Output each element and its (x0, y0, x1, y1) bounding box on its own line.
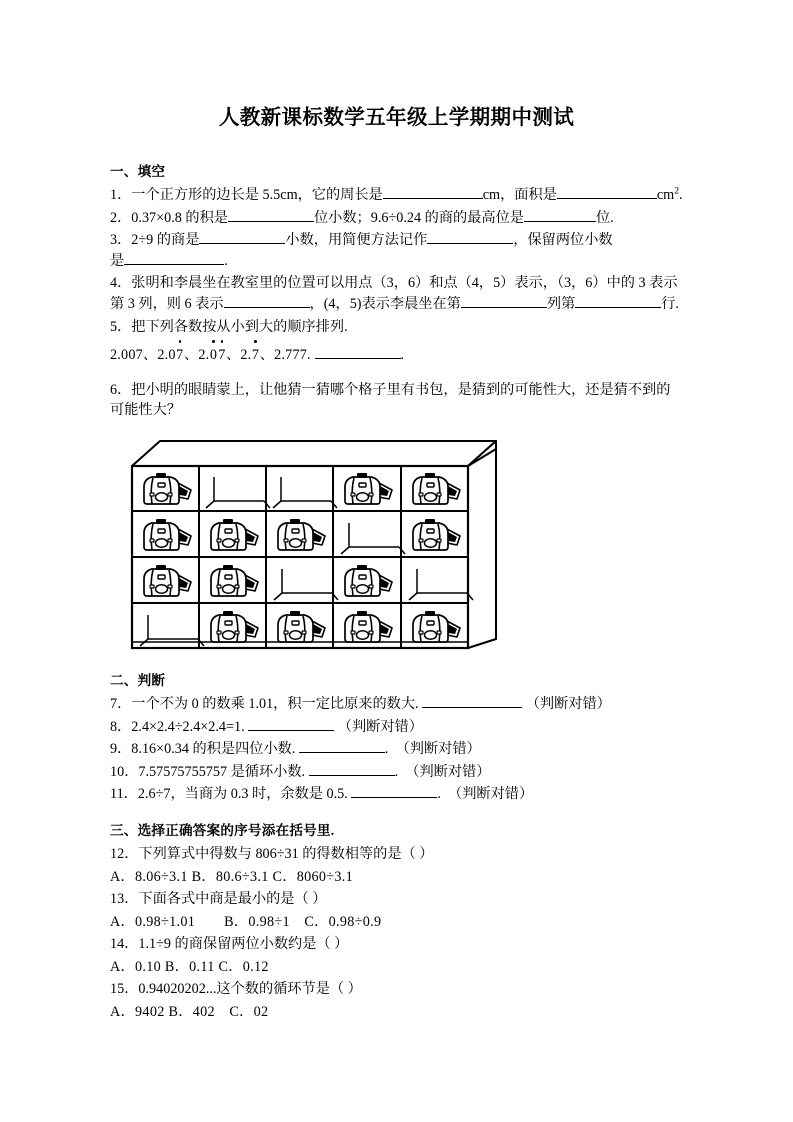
q5-sep-4: 、 (259, 347, 275, 364)
question-3-text-part1: 2÷9 的商是 (131, 232, 200, 249)
question-2-blank-1[interactable] (228, 221, 314, 222)
question-8-text: 2.4×2.4÷2.4×2.4=1. (131, 718, 245, 735)
question-4-text-line2b: ，(4，5)表示李晨坐在第 (309, 295, 461, 312)
section-heading-true-false: 二、判断 (110, 672, 166, 688)
question-11-period: . (437, 786, 441, 803)
question-6-text-line2: 可能性大？ (110, 402, 181, 419)
question-11-blank[interactable] (351, 797, 437, 798)
question-6-line-2 (110, 400, 698, 421)
question-9-blank[interactable] (299, 752, 385, 753)
question-8-blank[interactable] (248, 730, 334, 731)
question-3-text-part2: 小数，用简便方法记作 (285, 232, 428, 249)
bookshelf-illustration (124, 433, 504, 655)
question-12-number: 12． (110, 845, 139, 862)
question-4-text-line1: 张明和李晨坐在教室里的位置可以用点（3，6）和点（4，5）表示，（3，6）中的 3 表示 (131, 275, 678, 292)
question-4-number: 4． (110, 275, 132, 292)
question-5-blank[interactable] (315, 358, 401, 359)
question-5-end: . (400, 347, 405, 364)
question-4-text-line2a: 第 3 列，则 6 表示 (110, 295, 224, 312)
question-13-options[interactable]: A．0.98÷1.01 B．0.98÷1 C．0.98÷0.9 (110, 913, 382, 930)
question-7-blank[interactable] (422, 707, 522, 708)
question-11-text: 2.6÷7，当商为 0.3 时，余数是 0.5. (137, 786, 348, 803)
question-10 (110, 762, 698, 783)
question-1-unit2-exponent: 2 (674, 185, 679, 197)
question-7-text: 一个不为 0 的数乘 1.01，积一定比原来的数大. (131, 695, 419, 712)
question-5-text: 把下列各数按从小到大的顺序排列. (131, 318, 348, 335)
question-7-hint: （判断对错） (525, 695, 611, 712)
question-12-options[interactable]: A．8.06÷3.1 B．80.6÷3.1 C．8060÷3.1 (110, 868, 354, 885)
q5-sep-1: 、 (142, 347, 158, 364)
question-5-values (110, 345, 698, 366)
question-14-number: 14． (110, 936, 139, 953)
question-14-options[interactable]: A．0.10 B．0.11 C．0.12 (110, 958, 269, 975)
question-10-text: 7.57575755757 是循环小数. (138, 763, 306, 780)
question-4-text-line2c: 列第 (546, 295, 576, 312)
q5-value-4: 2.7 (240, 347, 259, 363)
question-1-end: . (678, 187, 683, 203)
question-3-number: 3． (110, 232, 132, 249)
question-3-blank-2[interactable] (427, 243, 513, 244)
q5-value-2: 2.07 (157, 347, 184, 363)
question-10-period: . (394, 763, 399, 780)
question-9-number: 9． (110, 741, 132, 758)
q5-value-3: 2.07 (198, 347, 226, 363)
question-10-number: 10． (110, 763, 139, 780)
question-6-text-line1: 把小明的眼睛蒙上，让他猜一猜哪个格子里有书包，是猜到的可能性大，还是猜不到的 (131, 381, 671, 398)
question-8-hint: （判断对错） (337, 718, 423, 735)
question-2-text-part2: 位小数；9.6÷0.24 的商的最高位是 (313, 209, 524, 226)
q5-sep-2: 、 (183, 347, 199, 364)
question-7-number: 7． (110, 695, 132, 712)
question-11-number: 11． (110, 786, 138, 803)
q5-sep-3: 、 (225, 347, 241, 364)
question-10-blank[interactable] (309, 775, 395, 776)
question-3-continuation (110, 251, 698, 272)
question-15-text: 0.94020202...这个数的循环节是（ ） (138, 981, 362, 998)
question-15-options[interactable]: A．9402 B．402 C．02 (110, 1004, 269, 1021)
question-4-line-1 (110, 273, 698, 294)
question-11 (110, 784, 698, 805)
question-4-blank-3[interactable] (575, 307, 661, 308)
question-6-line-1 (110, 380, 698, 401)
question-1-text-part1: 一个正方形的边长是 5.5cm，它的周长是 (131, 187, 383, 203)
question-11-hint: （判断对错） (448, 786, 534, 803)
question-15-number: 15． (110, 981, 139, 998)
question-13 (110, 889, 698, 910)
question-1-number: 1． (110, 187, 132, 203)
question-10-hint: （判断对错） (405, 763, 491, 780)
question-4-line-2 (110, 294, 698, 315)
question-4-text-line2d: 行. (661, 295, 679, 312)
question-3-blank-3[interactable] (124, 264, 224, 265)
question-2 (110, 208, 698, 229)
question-9-hint: （判断对错） (395, 741, 481, 758)
question-9 (110, 739, 698, 760)
question-3-cont-end: . (224, 252, 228, 269)
question-6-number: 6． (110, 381, 132, 398)
question-3-text-part3: ，保留两位小数 (513, 232, 613, 249)
question-3 (110, 230, 698, 251)
question-2-blank-2[interactable] (524, 221, 596, 222)
question-12-text: 下列算式中得数与 806÷31 的得数相等的是（ ） (138, 845, 434, 862)
question-9-period: . (384, 741, 389, 758)
section-heading-multiple-choice: 三、选择正确答案的序号添在括号里. (110, 822, 335, 838)
question-7 (110, 694, 698, 715)
question-1-blank-area[interactable] (557, 198, 657, 199)
question-14 (110, 934, 698, 955)
question-9-text: 8.16×0.34 的积是四位小数. (131, 741, 296, 758)
question-13-number: 13． (110, 891, 139, 908)
question-15 (110, 979, 698, 1000)
section-heading-fill-in-blank: 一、填空 (110, 164, 166, 179)
question-2-text-part1: 0.37×0.8 的积是 (131, 209, 228, 226)
question-8-number: 8． (110, 718, 132, 735)
bookshelf-svg (124, 433, 504, 655)
q5-value-1: 2.007 (110, 347, 143, 364)
question-1-unit2: cm (656, 187, 675, 203)
question-1 (110, 185, 698, 206)
question-3-cont-label: 是 (110, 252, 125, 269)
page-title: 人教新课标数学五年级上学期期中测试 (218, 107, 575, 129)
question-1-text-part2: ，面积是 (500, 187, 557, 203)
question-2-number: 2． (110, 209, 132, 226)
question-4-blank-2[interactable] (461, 307, 547, 308)
q5-value-5: 2.777. (274, 347, 311, 364)
question-3-blank-1[interactable] (199, 243, 285, 244)
question-1-unit1: cm (482, 187, 501, 203)
question-5-number: 5． (110, 318, 132, 335)
question-12 (110, 844, 698, 865)
question-8 (110, 717, 698, 738)
question-5 (110, 317, 698, 338)
document-body (110, 160, 698, 1025)
question-13-text: 下面各式中商是最小的是（ ） (138, 891, 327, 908)
cabinet-side-panel (468, 449, 496, 648)
question-4-blank-1[interactable] (224, 307, 310, 308)
question-14-text: 1.1÷9 的商保留两位小数约是（ ） (138, 936, 349, 953)
question-2-text-part3: 位. (595, 209, 614, 226)
question-1-blank-perimeter[interactable] (383, 198, 483, 199)
